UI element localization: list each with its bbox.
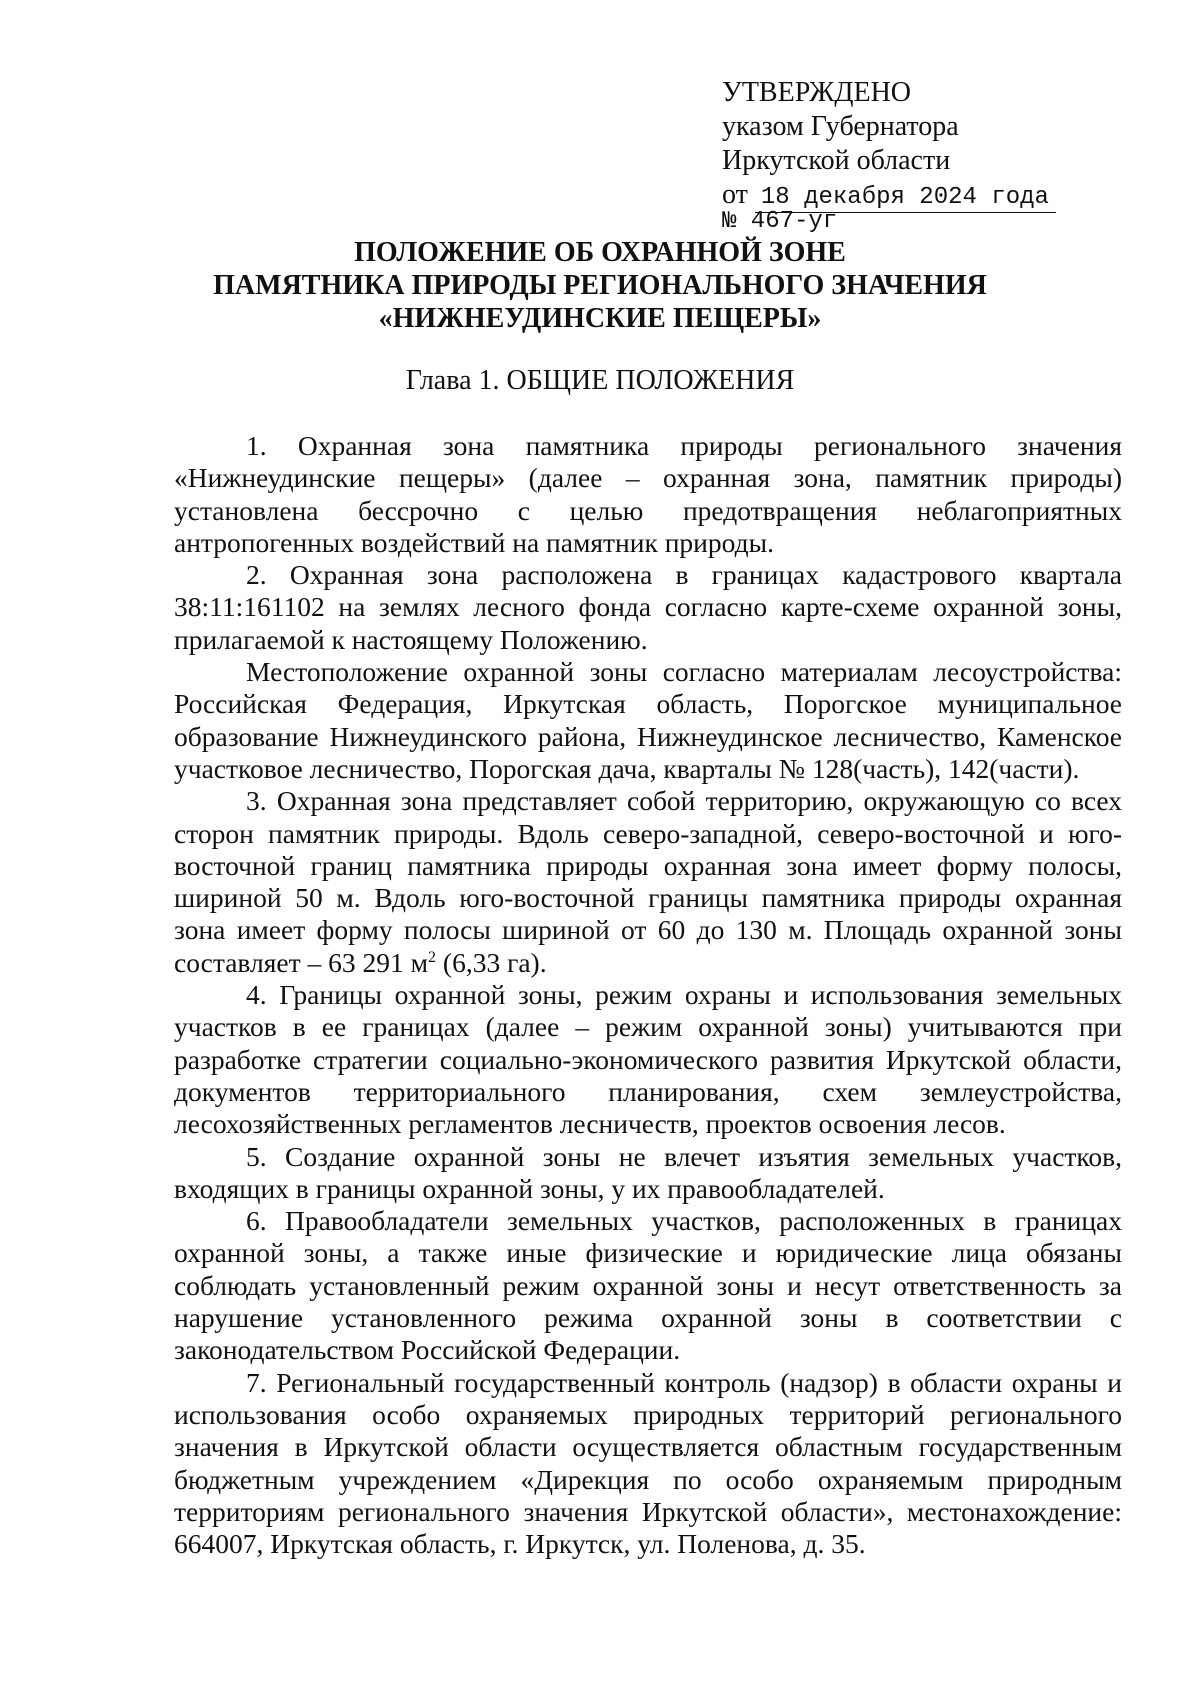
paragraph-2: 2. Охранная зона расположена в границах кадастрового квартала 38:11:161102 на землях лесного фонда согласно карте-схеме охранной зоны, прилагаемой к настоящему Положению. bbox=[174, 559, 1122, 655]
document-title bbox=[0, 236, 1200, 335]
paragraph-3-main: 3. Охранная зона представляет собой территорию, окружающую со всех сторон памятник природы. Вдоль северо-западной, северо-восточной и юго-восточной границ памятника природы охранная зона имеет форму полосы, шириной 50 м. Вдоль юго-восточной границы памятника природы охранная зона имеет форму полосы шириной от 60 до 130 м. Площадь охранной зоны составляет – 63 291 м bbox=[174, 785, 1122, 978]
title-line-3: «НИЖНЕУДИНСКИЕ ПЕЩЕРЫ» bbox=[378, 303, 822, 334]
paragraph-2-location: Местоположение охранной зоны согласно материалам лесоустройства: Российская Федерация, Иркутская область, Порогское муниципальное образование Нижнеудинского района, Нижнеудинское лесничество, Каменское участковое лесничество, Порогская дача, кварталы № 128(часть), 142(части). bbox=[174, 656, 1122, 784]
title-line-2: ПАМЯТНИКА ПРИРОДЫ РЕГИОНАЛЬНОГО ЗНАЧЕНИЯ bbox=[213, 270, 987, 301]
approval-number: № 467-уг bbox=[722, 208, 838, 235]
area-unit-superscript: 2 bbox=[428, 948, 437, 966]
approval-heading: УТВЕРЖДЕНО bbox=[722, 77, 912, 108]
approval-region: Иркутской области bbox=[722, 145, 951, 176]
paragraph-5: 5. Создание охранной зоны не влечет изъятия земельных участков, входящих в границы охранной зоны, у их правообладателей. bbox=[174, 1140, 1122, 1204]
paragraph-7: 7. Региональный государственный контроль (надзор) в области охраны и использования особо охраняемых природных территорий регионального значения в Иркутской области осуществляется областным государственным бюджетным учреждением «Дирекция по особо охраняемым природным территориям регионального значения Иркутской области», местонахождение: 664007, Иркутская область, г. Иркутск, ул. Поленова, д. 35. bbox=[174, 1366, 1122, 1560]
approval-stamp bbox=[722, 76, 1056, 213]
approval-date-value: 18 декабря 2024 года bbox=[755, 184, 1056, 213]
paragraph-1: 1. Охранная зона памятника природы регионального значения «Нижнеудинские пещеры» (далее – охранная зона, памятник природы) установлена бессрочно с целью предотвращения неблагоприятных антропогенных воздействий на памятник природы. bbox=[174, 430, 1122, 558]
title-line-1: ПОЛОЖЕНИЕ ОБ ОХРАННОЙ ЗОНЕ bbox=[354, 237, 846, 268]
document-body bbox=[174, 430, 1122, 1560]
chapter-heading: Глава 1. ОБЩИЕ ПОЛОЖЕНИЯ bbox=[405, 365, 795, 396]
paragraph-3 bbox=[174, 785, 1122, 979]
paragraph-3-tail: (6,33 га). bbox=[436, 946, 547, 978]
approval-decree: указом Губернатора bbox=[722, 111, 959, 142]
paragraph-6: 6. Правообладатели земельных участков, расположенных в границах охранной зоны, а также иные физические и юридические лица обязаны соблюдать установленный режим охранной зоны и несут ответственность за нарушение установленного режима охранной зоны в соответствии с законодательством Российской Федерации. bbox=[174, 1205, 1122, 1366]
paragraph-4: 4. Границы охранной зоны, режим охраны и использования земельных участков в ее границах (далее – режим охранной зоны) учитываются при разработке стратегии социально-экономического развития Иркутской области, документов территориального планирования, схем землеустройства, лесохозяйственных регламентов лесничеств, проектов освоения лесов. bbox=[174, 979, 1122, 1140]
approval-date-prefix: от bbox=[722, 179, 748, 210]
